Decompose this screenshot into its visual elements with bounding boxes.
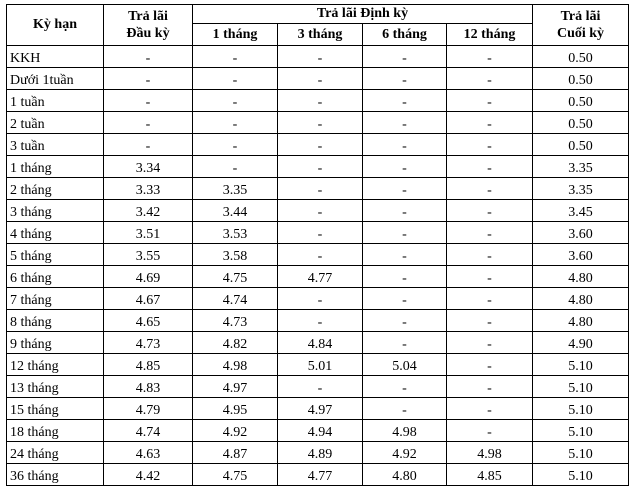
table-row <box>7 200 629 222</box>
table-row <box>7 134 629 156</box>
cell-periodic-6-month: - <box>363 266 447 288</box>
cell-periodic-3-month: 4.84 <box>278 332 363 354</box>
cell-periodic-1-month: 4.87 <box>193 442 278 464</box>
table-row <box>7 244 629 266</box>
header-upfront-line1: Trả lãi <box>128 9 168 24</box>
cell-end: 5.10 <box>533 442 629 464</box>
cell-end: 3.35 <box>533 156 629 178</box>
header-periodic-3-month: 3 tháng <box>278 24 363 46</box>
cell-term: 8 tháng <box>7 310 104 332</box>
cell-periodic-3-month: - <box>278 200 363 222</box>
cell-term: 3 tuần <box>7 134 104 156</box>
cell-periodic-1-month: 4.97 <box>193 376 278 398</box>
cell-periodic-6-month: - <box>363 288 447 310</box>
cell-periodic-1-month: - <box>193 156 278 178</box>
cell-term: 5 tháng <box>7 244 104 266</box>
cell-periodic-1-month: - <box>193 90 278 112</box>
table-row <box>7 376 629 398</box>
cell-end: 4.80 <box>533 266 629 288</box>
cell-upfront: - <box>104 134 193 156</box>
cell-periodic-6-month: - <box>363 376 447 398</box>
table-row <box>7 288 629 310</box>
cell-end: 5.10 <box>533 420 629 442</box>
cell-upfront: - <box>104 112 193 134</box>
cell-end: 3.60 <box>533 244 629 266</box>
cell-term: 18 tháng <box>7 420 104 442</box>
cell-periodic-1-month: - <box>193 134 278 156</box>
cell-upfront: 4.65 <box>104 310 193 332</box>
cell-periodic-6-month: - <box>363 222 447 244</box>
cell-periodic-1-month: 4.75 <box>193 266 278 288</box>
cell-periodic-3-month: 4.77 <box>278 266 363 288</box>
cell-periodic-3-month: 5.01 <box>278 354 363 376</box>
cell-upfront: 4.85 <box>104 354 193 376</box>
cell-periodic-12-month: - <box>447 332 533 354</box>
cell-periodic-3-month: 4.94 <box>278 420 363 442</box>
cell-term: 3 tháng <box>7 200 104 222</box>
cell-periodic-12-month: - <box>447 398 533 420</box>
cell-term: Dưới 1tuần <box>7 68 104 90</box>
cell-periodic-3-month: - <box>278 244 363 266</box>
table-row <box>7 222 629 244</box>
cell-periodic-3-month: 4.77 <box>278 464 363 486</box>
header-end <box>533 5 629 46</box>
cell-periodic-1-month: - <box>193 68 278 90</box>
cell-end: 0.50 <box>533 112 629 134</box>
cell-upfront: 3.55 <box>104 244 193 266</box>
cell-periodic-3-month: - <box>278 288 363 310</box>
header-periodic-1-month: 1 tháng <box>193 24 278 46</box>
cell-upfront: - <box>104 90 193 112</box>
cell-periodic-1-month: 3.44 <box>193 200 278 222</box>
cell-term: 24 tháng <box>7 442 104 464</box>
cell-upfront: 3.33 <box>104 178 193 200</box>
cell-periodic-12-month: - <box>447 178 533 200</box>
cell-periodic-12-month: - <box>447 90 533 112</box>
cell-periodic-6-month: 4.98 <box>363 420 447 442</box>
cell-periodic-1-month: 3.58 <box>193 244 278 266</box>
cell-periodic-3-month: - <box>278 156 363 178</box>
table-body <box>7 46 629 486</box>
header-periodic-6-month: 6 tháng <box>363 24 447 46</box>
cell-periodic-12-month: - <box>447 266 533 288</box>
cell-periodic-1-month: 4.82 <box>193 332 278 354</box>
cell-periodic-12-month: - <box>447 288 533 310</box>
header-periodic-12-month: 12 tháng <box>447 24 533 46</box>
cell-periodic-1-month: 4.75 <box>193 464 278 486</box>
cell-upfront: 4.83 <box>104 376 193 398</box>
cell-periodic-3-month: - <box>278 178 363 200</box>
cell-periodic-1-month: - <box>193 112 278 134</box>
header-end-line1: Trả lãi <box>560 9 601 24</box>
cell-end: 5.10 <box>533 354 629 376</box>
cell-periodic-6-month: - <box>363 134 447 156</box>
cell-periodic-3-month: - <box>278 310 363 332</box>
cell-periodic-3-month: - <box>278 134 363 156</box>
cell-term: 6 tháng <box>7 266 104 288</box>
header-term: Kỳ hạn <box>7 5 104 46</box>
cell-upfront: 4.42 <box>104 464 193 486</box>
table-row <box>7 332 629 354</box>
cell-upfront: 4.69 <box>104 266 193 288</box>
cell-periodic-12-month: - <box>447 376 533 398</box>
table-row <box>7 156 629 178</box>
cell-periodic-6-month: - <box>363 310 447 332</box>
cell-periodic-12-month: - <box>447 420 533 442</box>
cell-upfront: 3.42 <box>104 200 193 222</box>
cell-periodic-12-month: 4.98 <box>447 442 533 464</box>
cell-upfront: 4.79 <box>104 398 193 420</box>
cell-end: 5.10 <box>533 376 629 398</box>
table-header <box>7 5 629 46</box>
cell-term: 12 tháng <box>7 354 104 376</box>
table-row <box>7 420 629 442</box>
cell-periodic-6-month: 4.92 <box>363 442 447 464</box>
cell-periodic-12-month: - <box>447 134 533 156</box>
cell-periodic-3-month: - <box>278 68 363 90</box>
cell-end: 0.50 <box>533 134 629 156</box>
cell-periodic-1-month: 4.74 <box>193 288 278 310</box>
cell-periodic-6-month: - <box>363 200 447 222</box>
cell-periodic-6-month: - <box>363 332 447 354</box>
table-row <box>7 398 629 420</box>
table-row <box>7 178 629 200</box>
cell-periodic-12-month: - <box>447 244 533 266</box>
cell-periodic-1-month: 4.92 <box>193 420 278 442</box>
cell-periodic-3-month: - <box>278 376 363 398</box>
cell-upfront: 3.51 <box>104 222 193 244</box>
cell-upfront: - <box>104 46 193 68</box>
cell-periodic-3-month: - <box>278 90 363 112</box>
cell-term: 1 tháng <box>7 156 104 178</box>
cell-end: 3.35 <box>533 178 629 200</box>
header-upfront-line2: Đầu kỳ <box>126 26 170 41</box>
cell-periodic-6-month: - <box>363 398 447 420</box>
cell-upfront: 4.74 <box>104 420 193 442</box>
cell-term: 13 tháng <box>7 376 104 398</box>
header-end-line2: Cuối kỳ <box>556 26 605 41</box>
cell-periodic-1-month: - <box>193 46 278 68</box>
cell-upfront: 4.67 <box>104 288 193 310</box>
cell-periodic-12-month: - <box>447 68 533 90</box>
table-row <box>7 464 629 486</box>
cell-periodic-6-month: - <box>363 46 447 68</box>
cell-end: 0.50 <box>533 46 629 68</box>
cell-periodic-12-month: - <box>447 156 533 178</box>
cell-periodic-1-month: 4.95 <box>193 398 278 420</box>
cell-periodic-6-month: - <box>363 156 447 178</box>
cell-term: 2 tháng <box>7 178 104 200</box>
cell-periodic-12-month: - <box>447 310 533 332</box>
cell-end: 3.60 <box>533 222 629 244</box>
cell-end: 3.45 <box>533 200 629 222</box>
cell-periodic-6-month: - <box>363 244 447 266</box>
table-row <box>7 90 629 112</box>
cell-term: 36 tháng <box>7 464 104 486</box>
cell-periodic-3-month: - <box>278 46 363 68</box>
cell-periodic-6-month: - <box>363 68 447 90</box>
cell-end: 4.90 <box>533 332 629 354</box>
cell-term: 7 tháng <box>7 288 104 310</box>
table-row <box>7 310 629 332</box>
cell-periodic-1-month: 4.73 <box>193 310 278 332</box>
cell-end: 0.50 <box>533 68 629 90</box>
cell-periodic-12-month: - <box>447 222 533 244</box>
cell-end: 0.50 <box>533 90 629 112</box>
cell-term: KKH <box>7 46 104 68</box>
interest-rate-table <box>6 4 629 486</box>
cell-periodic-12-month: 4.85 <box>447 464 533 486</box>
cell-upfront: 3.34 <box>104 156 193 178</box>
cell-upfront: 4.63 <box>104 442 193 464</box>
cell-upfront: - <box>104 68 193 90</box>
cell-periodic-6-month: 5.04 <box>363 354 447 376</box>
cell-end: 4.80 <box>533 310 629 332</box>
cell-periodic-6-month: - <box>363 112 447 134</box>
cell-periodic-6-month: 4.80 <box>363 464 447 486</box>
cell-end: 5.10 <box>533 464 629 486</box>
cell-end: 5.10 <box>533 398 629 420</box>
cell-periodic-6-month: - <box>363 178 447 200</box>
cell-periodic-3-month: - <box>278 112 363 134</box>
cell-term: 1 tuần <box>7 90 104 112</box>
cell-periodic-3-month: - <box>278 222 363 244</box>
cell-end: 4.80 <box>533 288 629 310</box>
cell-periodic-12-month: - <box>447 46 533 68</box>
cell-term: 4 tháng <box>7 222 104 244</box>
cell-term: 15 tháng <box>7 398 104 420</box>
interest-rate-table-container <box>6 4 629 486</box>
cell-periodic-12-month: - <box>447 200 533 222</box>
table-row <box>7 46 629 68</box>
cell-term: 9 tháng <box>7 332 104 354</box>
table-row <box>7 442 629 464</box>
cell-term: 2 tuần <box>7 112 104 134</box>
cell-upfront: 4.73 <box>104 332 193 354</box>
cell-periodic-12-month: - <box>447 112 533 134</box>
table-row <box>7 266 629 288</box>
cell-periodic-1-month: 4.98 <box>193 354 278 376</box>
cell-periodic-1-month: 3.53 <box>193 222 278 244</box>
cell-periodic-12-month: - <box>447 354 533 376</box>
cell-periodic-3-month: 4.89 <box>278 442 363 464</box>
cell-periodic-3-month: 4.97 <box>278 398 363 420</box>
table-row <box>7 112 629 134</box>
header-upfront <box>104 5 193 46</box>
cell-periodic-6-month: - <box>363 90 447 112</box>
table-row <box>7 354 629 376</box>
table-row <box>7 68 629 90</box>
cell-periodic-1-month: 3.35 <box>193 178 278 200</box>
header-periodic: Trả lãi Định kỳ <box>193 5 533 24</box>
